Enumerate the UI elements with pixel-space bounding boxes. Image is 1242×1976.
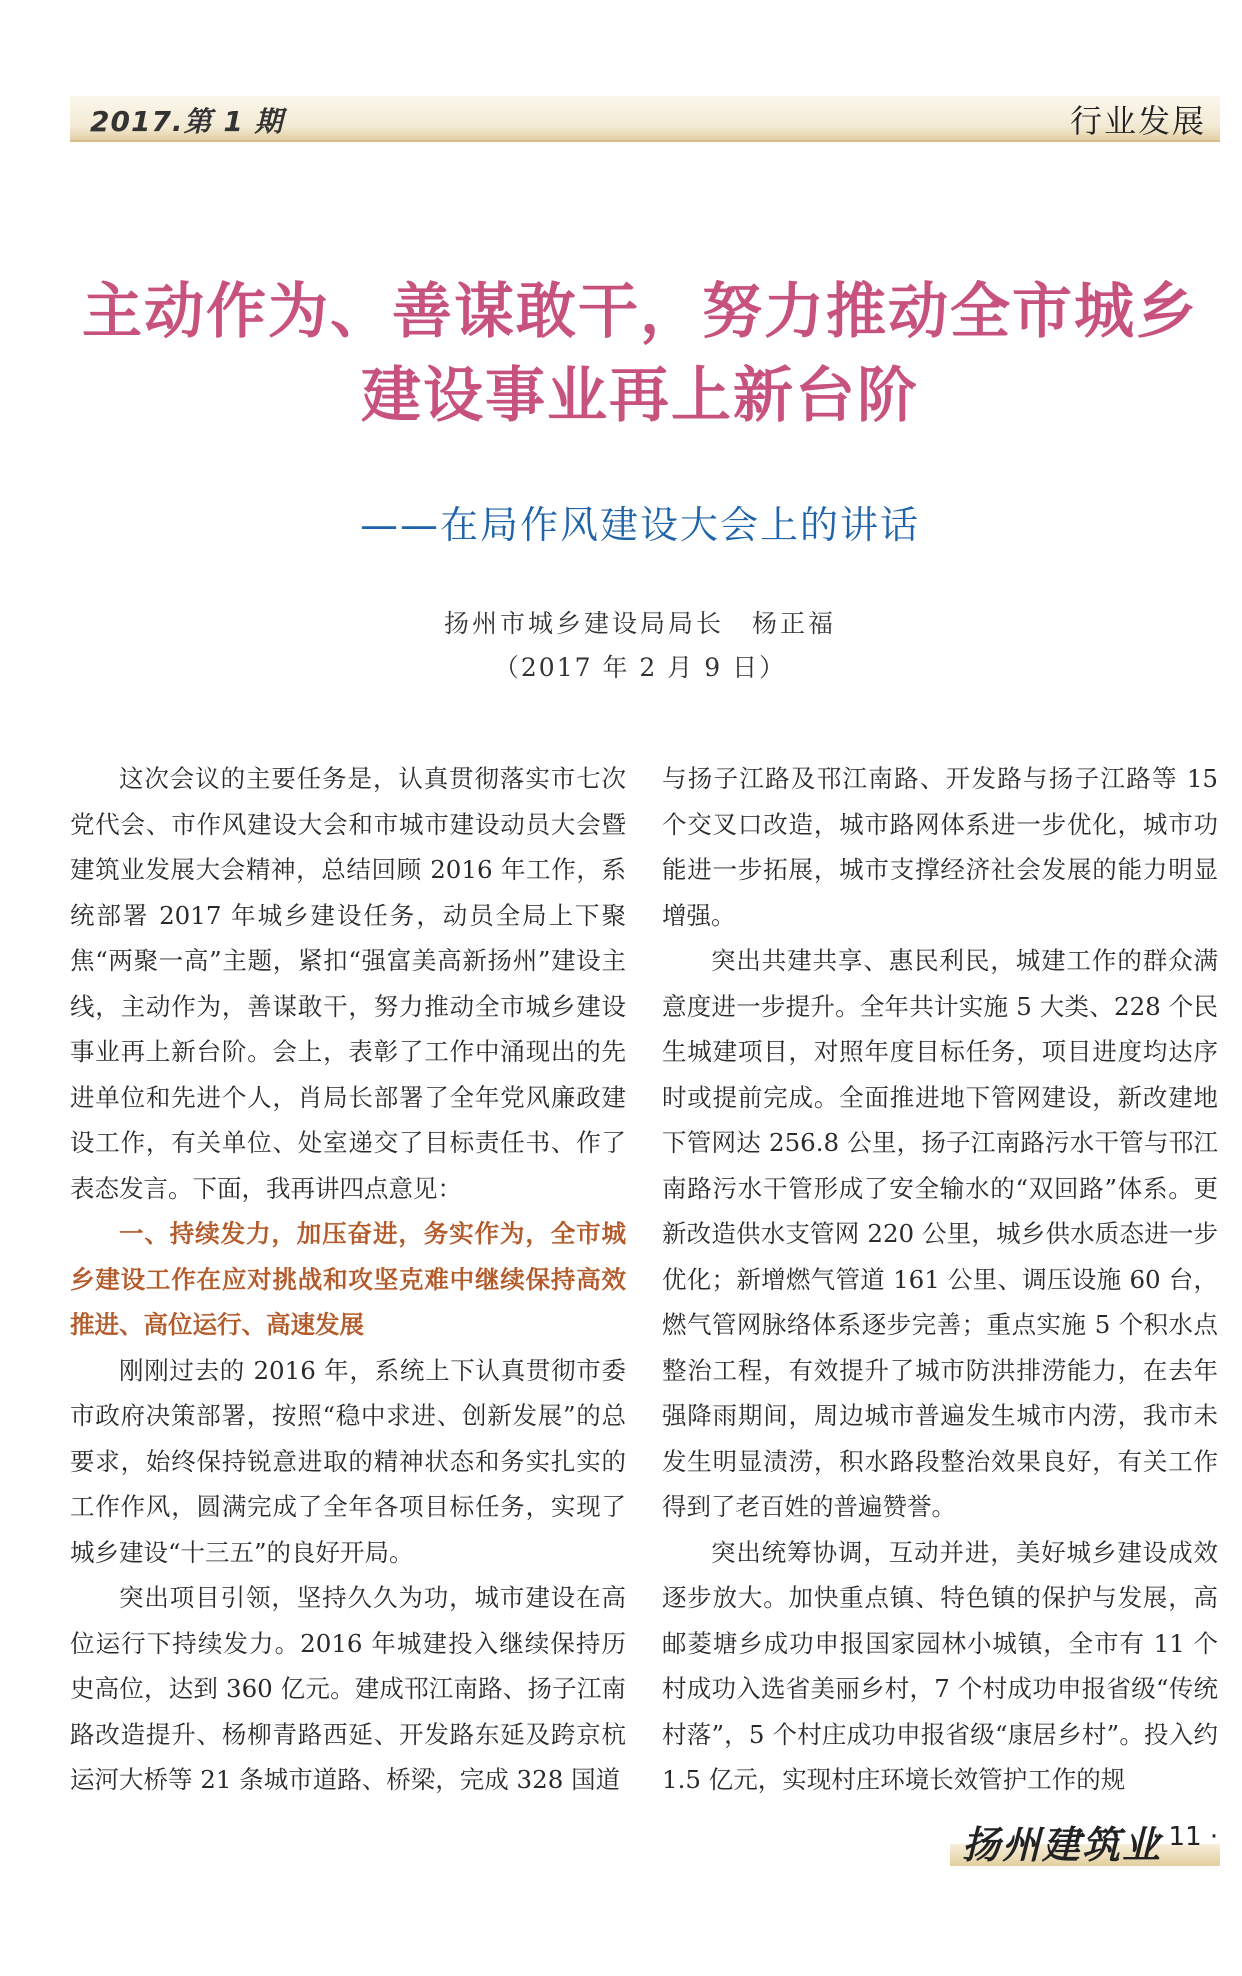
article-subtitle: ——在局作风建设大会上的讲话 (359, 503, 920, 547)
paragraph: 突出共建共享、惠民利民，城建工作的群众满意度进一步提升。全年共计实施 5 大类、228 个民生城建项目，对照年度目标任务，项目进度均达序时或提前完成。全面推进地下管网建设，新改建地下管网达 256.8 公里，扬子江南路污水干管与邗江南路污水干管形成了安全输水的“双回路”体系。更新改造供水支管网 220 公里，城乡供水质态进一步优化；新增燃气管道 161 公里、调压设施 60 台，燃气管网脉络体系逐步完善；重点实施 5 个积水点整治工程，有效提升了城市防洪排涝能力，在去年强降雨期间，周边城市普遍发生城市内涝，我市未发生明显渍涝，积水路段整治效果良好，有关工作得到了老百姓的普遍赞誉。 (662, 946, 1218, 1521)
page-number: · 11 · (1152, 1822, 1219, 1852)
section-heading: 一、持续发力，加压奋进，务实作为，全市城乡建设工作在应对挑战和攻坚克难中继续保持高效推进、高位运行、高速发展 (70, 1219, 626, 1339)
magazine-logo: 扬州建筑业 (962, 1822, 1163, 1867)
issue-label: 2017.第 1 期 (90, 105, 284, 138)
section-label: 行业发展 (1069, 102, 1206, 140)
article-title (60, 270, 1220, 438)
paragraph: 突出统筹协调，互动并进，美好城乡建设成效逐步放大。加快重点镇、特色镇的保护与发展，高邮菱塘乡成功申报国家园林小城镇，全市有 11 个村成功入选省美丽乡村，7 个村成功申报省级“传统村落”，5 个村庄成功申报省级“康居乡村”。投入约 1.5 亿元，实现村庄环境长效管护工作的规 (662, 1537, 1218, 1794)
title-line-2: 建设事业再上新台阶 (361, 361, 919, 431)
speech-date: （2017 年 2 月 9 日） (493, 653, 787, 682)
author-byline: 扬州市城乡建设局局长 杨正福 (443, 609, 836, 638)
title-line-1: 主动作为、善谋敢干，努力推动全市城乡 (82, 277, 1198, 347)
right-column (662, 756, 1218, 1803)
left-column (70, 756, 626, 1803)
paragraph: 突出项目引领，坚持久久为功，城市建设在高位运行下持续发力。2016 年城建投入继续保持历史高位，达到 360 亿元。建成邗江南路、扬子江南路改造提升、杨柳青路西延、开发路东延及跨京杭运河大桥等 21 条城市道路、桥梁，完成 328 国道 (70, 1583, 626, 1794)
paragraph: 刚刚过去的 2016 年，系统上下认真贯彻市委市政府决策部署，按照“稳中求进、创新发展”的总要求，始终保持锐意进取的精神状态和务实扎实的工作作风，圆满完成了全年各项目标任务，实现了城乡建设“十三五”的良好开局。 (70, 1355, 626, 1567)
paragraph-continued: 与扬子江路及邗江南路、开发路与扬子江路等 15 个交叉口改造，城市路网体系进一步优化，城市功能进一步拓展，城市支撑经济社会发展的能力明显增强。 (662, 764, 1218, 930)
paragraph: 这次会议的主要任务是，认真贯彻落实市七次党代会、市作风建设大会和市城市建设动员大会暨建筑业发展大会精神，总结回顾 2016 年工作，系统部署 2017 年城乡建设任务，动员全局上下聚焦“两聚一高”主题，紧扣“强富美高新扬州”建设主线，主动作为，善谋敢干，努力推动全市城乡建设事业再上新台阶。会上，表彰了工作中涌现出的先进单位和先进个人，肖局长部署了全年党风廉政建设工作，有关单位、处室递交了目标责任书、作了表态发言。下面，我再讲四点意见： (70, 764, 626, 1203)
